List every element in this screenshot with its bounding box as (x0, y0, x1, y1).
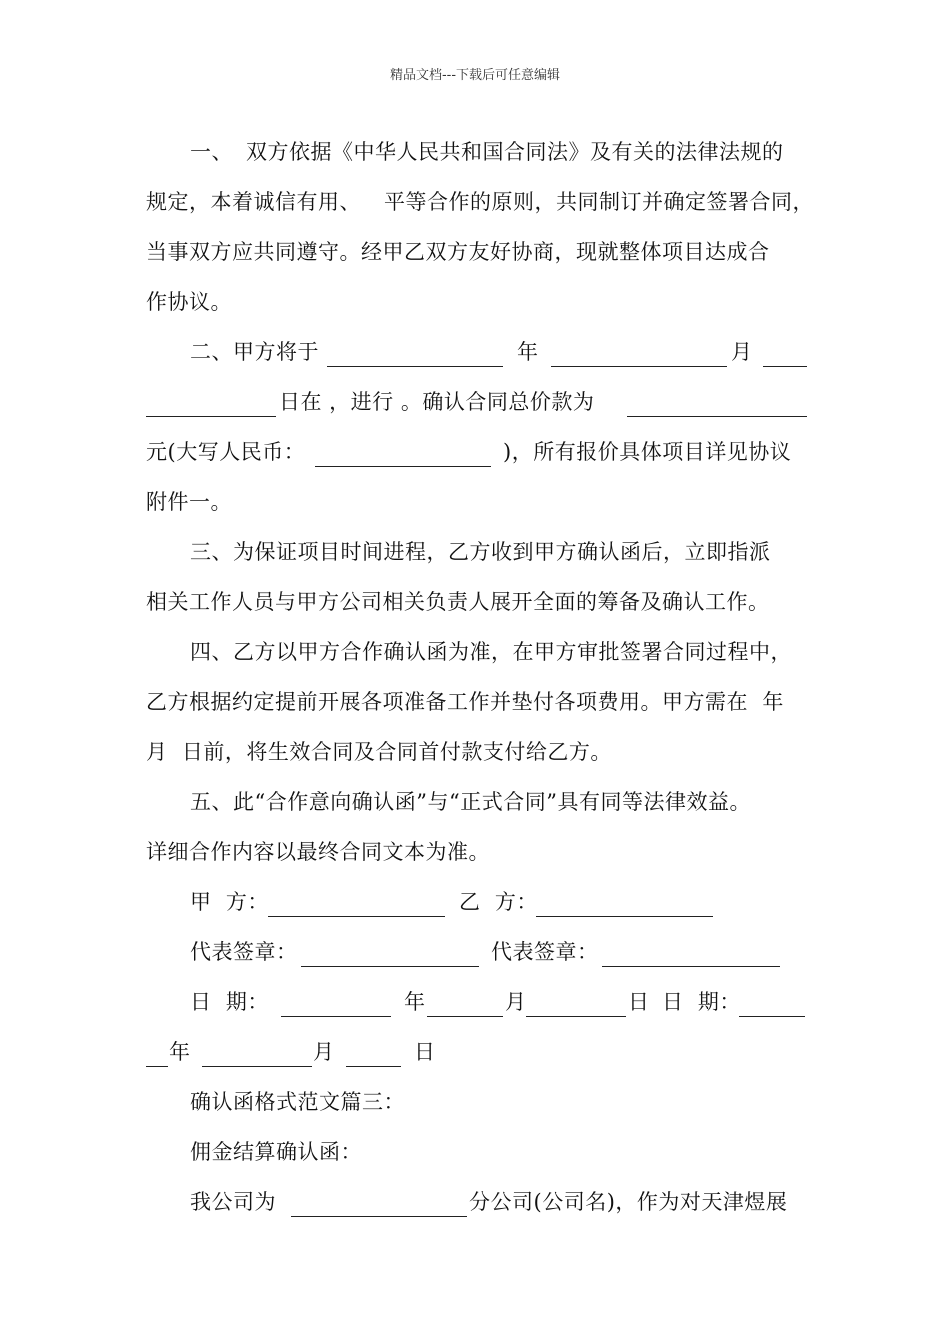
date-year-blank[interactable] (327, 337, 503, 367)
clause-text: 平等合作的原则，共同制订并确定签署合同， (384, 190, 814, 214)
day-label: 日 (628, 990, 650, 1014)
paragraph-3-line-1 (0, 537, 950, 567)
date-a-day-blank[interactable] (526, 987, 626, 1017)
clause-text: 相关工作人员与甲方公司相关负责人展开全面的筹备及确认工作。 (146, 590, 770, 614)
date-a-label: 日 期： (190, 990, 269, 1014)
paragraph-1-line-3 (0, 237, 950, 267)
paragraph-2-line-3 (0, 437, 950, 467)
month-label: 月 (731, 340, 753, 364)
section-3-subtitle-line (0, 1137, 950, 1167)
rep-a-blank[interactable] (301, 937, 479, 967)
year-label: 年 (169, 1040, 191, 1064)
date-a-year-blank[interactable] (281, 987, 391, 1017)
date-month-blank[interactable] (551, 337, 727, 367)
signature-parties-line (0, 887, 950, 917)
clause-number: 一、 (190, 140, 233, 164)
rep-a-label: 代表签章： (190, 940, 298, 964)
date-day-blank-continued[interactable] (146, 387, 276, 417)
paragraph-5-line-1 (0, 787, 950, 817)
day-label: 日 (414, 1040, 436, 1064)
paragraph-4-line-1 (0, 637, 950, 667)
clause-text: 月 日前，将生效合同及合同首付款支付给乙方。 (146, 740, 612, 764)
total-price-blank[interactable] (627, 387, 807, 417)
paragraph-3-line-2 (0, 587, 950, 617)
clause-text: 三、为保证项目时间进程，乙方收到甲方确认函后，立即指派 (190, 540, 771, 564)
paragraph-4-line-2 (0, 687, 950, 717)
paragraph-2-line-4 (0, 487, 950, 517)
section-3-title-line (0, 1087, 950, 1117)
clause-text: 乙方根据约定提前开展各项准备工作并垫付各项费用。甲方需在 年 (146, 690, 784, 714)
date-day-blank[interactable] (763, 337, 807, 367)
clause-text: 作协议。 (146, 290, 232, 314)
clause-text: 我公司为 (190, 1190, 276, 1214)
month-label: 月 (505, 990, 527, 1014)
year-label: 年 (404, 990, 426, 1014)
clause-text: 五、此“合作意向确认函”与“正式合同”具有同等法律效益。 (190, 790, 751, 814)
clause-text: 详细合作内容以最终合同文本为准。 (146, 840, 490, 864)
clause-text: 分公司(公司名)，作为对天津煜展 (469, 1190, 788, 1214)
section-3-body-line-1 (0, 1187, 950, 1217)
clause-text: )，所有报价具体项目详见协议 (503, 440, 792, 464)
party-a-blank[interactable] (268, 887, 445, 917)
paragraph-4-line-3 (0, 737, 950, 767)
signature-reps-line (0, 937, 950, 967)
branch-company-blank[interactable] (291, 1187, 467, 1217)
year-label: 年 (517, 340, 539, 364)
clause-text: 四、乙方以甲方合作确认函为准，在甲方审批签署合同过程中， (190, 640, 792, 664)
date-b-year-blank[interactable] (739, 987, 805, 1017)
section-subtitle: 佣金结算确认函： (190, 1140, 362, 1164)
clause-text: 元(大写人民币： (146, 440, 306, 464)
date-b-year-blank-continued[interactable] (146, 1037, 168, 1067)
month-label: 月 (313, 1040, 335, 1064)
clause-text: 附件一。 (146, 490, 232, 514)
paragraph-1-line-2 (0, 187, 950, 217)
clause-text: 双方依据《中华人民共和国合同法》及有关的法律法规的 (246, 140, 784, 164)
party-b-label: 乙 方： (459, 890, 538, 914)
paragraph-1-line-1 (0, 137, 950, 167)
clause-text: 规定，本着诚信有用、 (146, 190, 361, 214)
section-title: 确认函格式范文篇三： (190, 1090, 405, 1114)
signature-date-line-1 (0, 987, 950, 1017)
paragraph-2-line-1 (0, 337, 950, 367)
rep-b-label: 代表签章： (491, 940, 599, 964)
signature-date-line-2 (0, 1037, 950, 1067)
date-b-month-blank[interactable] (202, 1037, 312, 1067)
date-b-day-blank[interactable] (346, 1037, 401, 1067)
clause-text: 日在 ，进行 。确认合同总价款为 (279, 390, 595, 414)
rep-b-blank[interactable] (602, 937, 780, 967)
date-b-label: 日 期： (662, 990, 741, 1014)
date-a-month-blank[interactable] (427, 987, 503, 1017)
page-header: 精品文档---下载后可任意编辑 (389, 68, 561, 83)
paragraph-5-line-2 (0, 837, 950, 867)
party-b-blank[interactable] (536, 887, 713, 917)
clause-text: 二、甲方将于 (190, 340, 319, 364)
price-in-words-blank[interactable] (315, 437, 491, 467)
party-a-label: 甲 方： (190, 890, 269, 914)
paragraph-2-line-2 (0, 387, 950, 417)
clause-text: 当事双方应共同遵守。经甲乙双方友好协商，现就整体项目达成合 (146, 240, 770, 264)
paragraph-1-line-4 (0, 287, 950, 317)
